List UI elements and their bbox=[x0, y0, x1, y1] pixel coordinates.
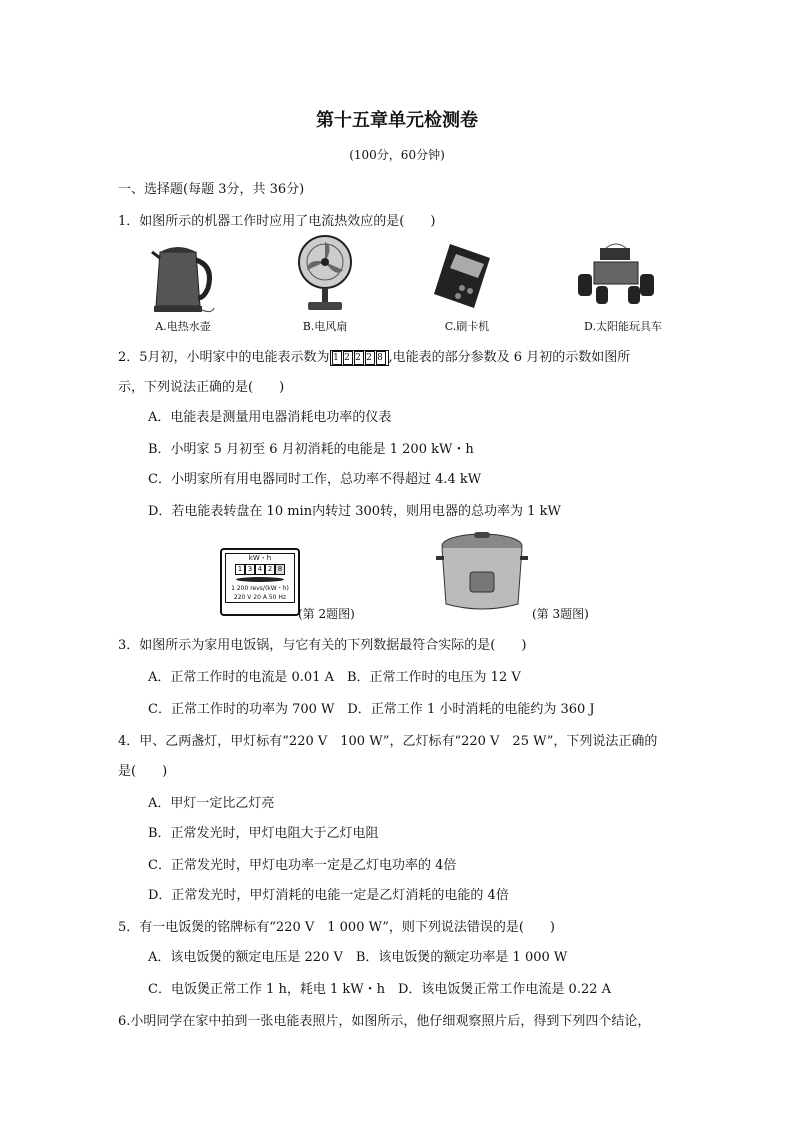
electric-kettle-icon bbox=[148, 238, 218, 318]
question-4-option-c: C．正常发光时，甲灯电功率一定是乙灯电功率的 4倍 bbox=[148, 858, 457, 873]
meter-digit: 8 bbox=[275, 564, 285, 575]
meter-digit: 1 bbox=[333, 352, 340, 363]
question-2-stem-b: ,电能表的部分参数及 6 月初的示数如图所 bbox=[388, 350, 631, 365]
page-title: 第十五章单元检测卷 bbox=[316, 110, 478, 131]
question-3-stem: 3．如图所示为家用电饭锅，与它有关的下列数据最符合实际的是( ) bbox=[118, 638, 527, 653]
question-2-option-b: B．小明家 5 月初至 6 月初消耗的电能是 1 200 kW・h bbox=[148, 442, 474, 457]
question-1-stem: 1．如图所示的机器工作时应用了电流热效应的是( ) bbox=[118, 214, 436, 229]
card-reader-icon bbox=[428, 238, 508, 314]
meter-digit: 4 bbox=[255, 564, 265, 575]
question-3-options-row-2: C．正常工作时的功率为 700 W D．正常工作 1 小时消耗的电能约为 360 J bbox=[148, 702, 595, 717]
meter-digit: 2 bbox=[355, 352, 362, 363]
rice-cooker-icon bbox=[434, 528, 530, 616]
figure-2-caption: (第 2题图) bbox=[298, 607, 355, 621]
caption-a: A.电热水壶 bbox=[155, 320, 211, 333]
question-2-option-c: C．小明家所有用电器同时工作，总功率不得超过 4.4 kW bbox=[148, 472, 482, 487]
question-5-options-row-1: A．该电饭煲的额定电压是 220 V B．该电饭煲的额定功率是 1 000 W bbox=[148, 950, 568, 965]
caption-c: C.刷卡机 bbox=[444, 320, 490, 333]
meter-digit: 1 bbox=[235, 564, 245, 575]
meter-reading-box bbox=[330, 350, 389, 366]
meter-unit: kW・h bbox=[248, 554, 272, 562]
meter-digit: 2 bbox=[265, 564, 275, 575]
meter-disc-icon bbox=[236, 577, 284, 582]
question-5-options-row-2: C．电饭煲正常工作 1 h，耗电 1 kW・h D．该电饭煲正常工作电流是 0.22 A bbox=[148, 982, 612, 997]
question-4-stem: 4．甲、乙两盏灯，甲灯标有“220 V 100 W”，乙灯标有“220 V 25 W”，下列说法正确的 bbox=[118, 734, 658, 749]
question-2-stem-a: 2．5月初，小明家中的电能表示数为 bbox=[118, 350, 330, 365]
question-5-stem: 5．有一电饭煲的铭牌标有“220 V 1 000 W”，则下列说法错误的是( ) bbox=[118, 920, 555, 935]
question-2-stem bbox=[118, 346, 630, 366]
meter-digit: 2 bbox=[366, 352, 373, 363]
caption-d: D.太阳能玩具车 bbox=[584, 320, 662, 333]
energy-meter-figure bbox=[220, 548, 300, 616]
meter-line-2: 220 V 20 A 50 Hz bbox=[233, 594, 287, 601]
caption-b: B.电风扇 bbox=[302, 320, 348, 333]
question-4-stem-continued: 是( ) bbox=[118, 764, 168, 779]
question-4-option-a: A．甲灯一定比乙灯亮 bbox=[148, 796, 275, 811]
question-2-stem-c: 示，下列说法正确的是( ) bbox=[118, 380, 285, 395]
solar-toy-car-icon bbox=[572, 238, 662, 310]
meter-digit: 8 bbox=[377, 352, 384, 363]
meter-digit: 2 bbox=[344, 352, 351, 363]
page-subtitle: (100分，60分钟) bbox=[349, 148, 445, 162]
question-3-options-row-1: A．正常工作时的电流是 0.01 A B．正常工作时的电压为 12 V bbox=[148, 670, 521, 685]
question-2-option-d: D．若电能表转盘在 10 min内转过 300转，则用电器的总功率为 1 kW bbox=[148, 504, 561, 519]
question-6-stem: 6.小明同学在家中拍到一张电能表照片，如图所示，他仔细观察照片后，得到下列四个结论， bbox=[118, 1014, 651, 1029]
question-2-option-a: A．电能表是测量用电器消耗电功率的仪表 bbox=[148, 410, 392, 425]
section-heading: 一、选择题(每题 3分，共 36分) bbox=[118, 182, 305, 197]
meter-line-1: 1 200 revs/(kW・h) bbox=[231, 585, 289, 592]
electric-fan-icon bbox=[290, 232, 360, 314]
question-4-option-d: D．正常发光时，甲灯消耗的电能一定是乙灯消耗的电能的 4倍 bbox=[148, 888, 509, 903]
meter-digit: 3 bbox=[245, 564, 255, 575]
question-4-option-b: B．正常发光时，甲灯电阻大于乙灯电阻 bbox=[148, 826, 379, 841]
figure-3-caption: (第 3题图) bbox=[532, 607, 589, 621]
